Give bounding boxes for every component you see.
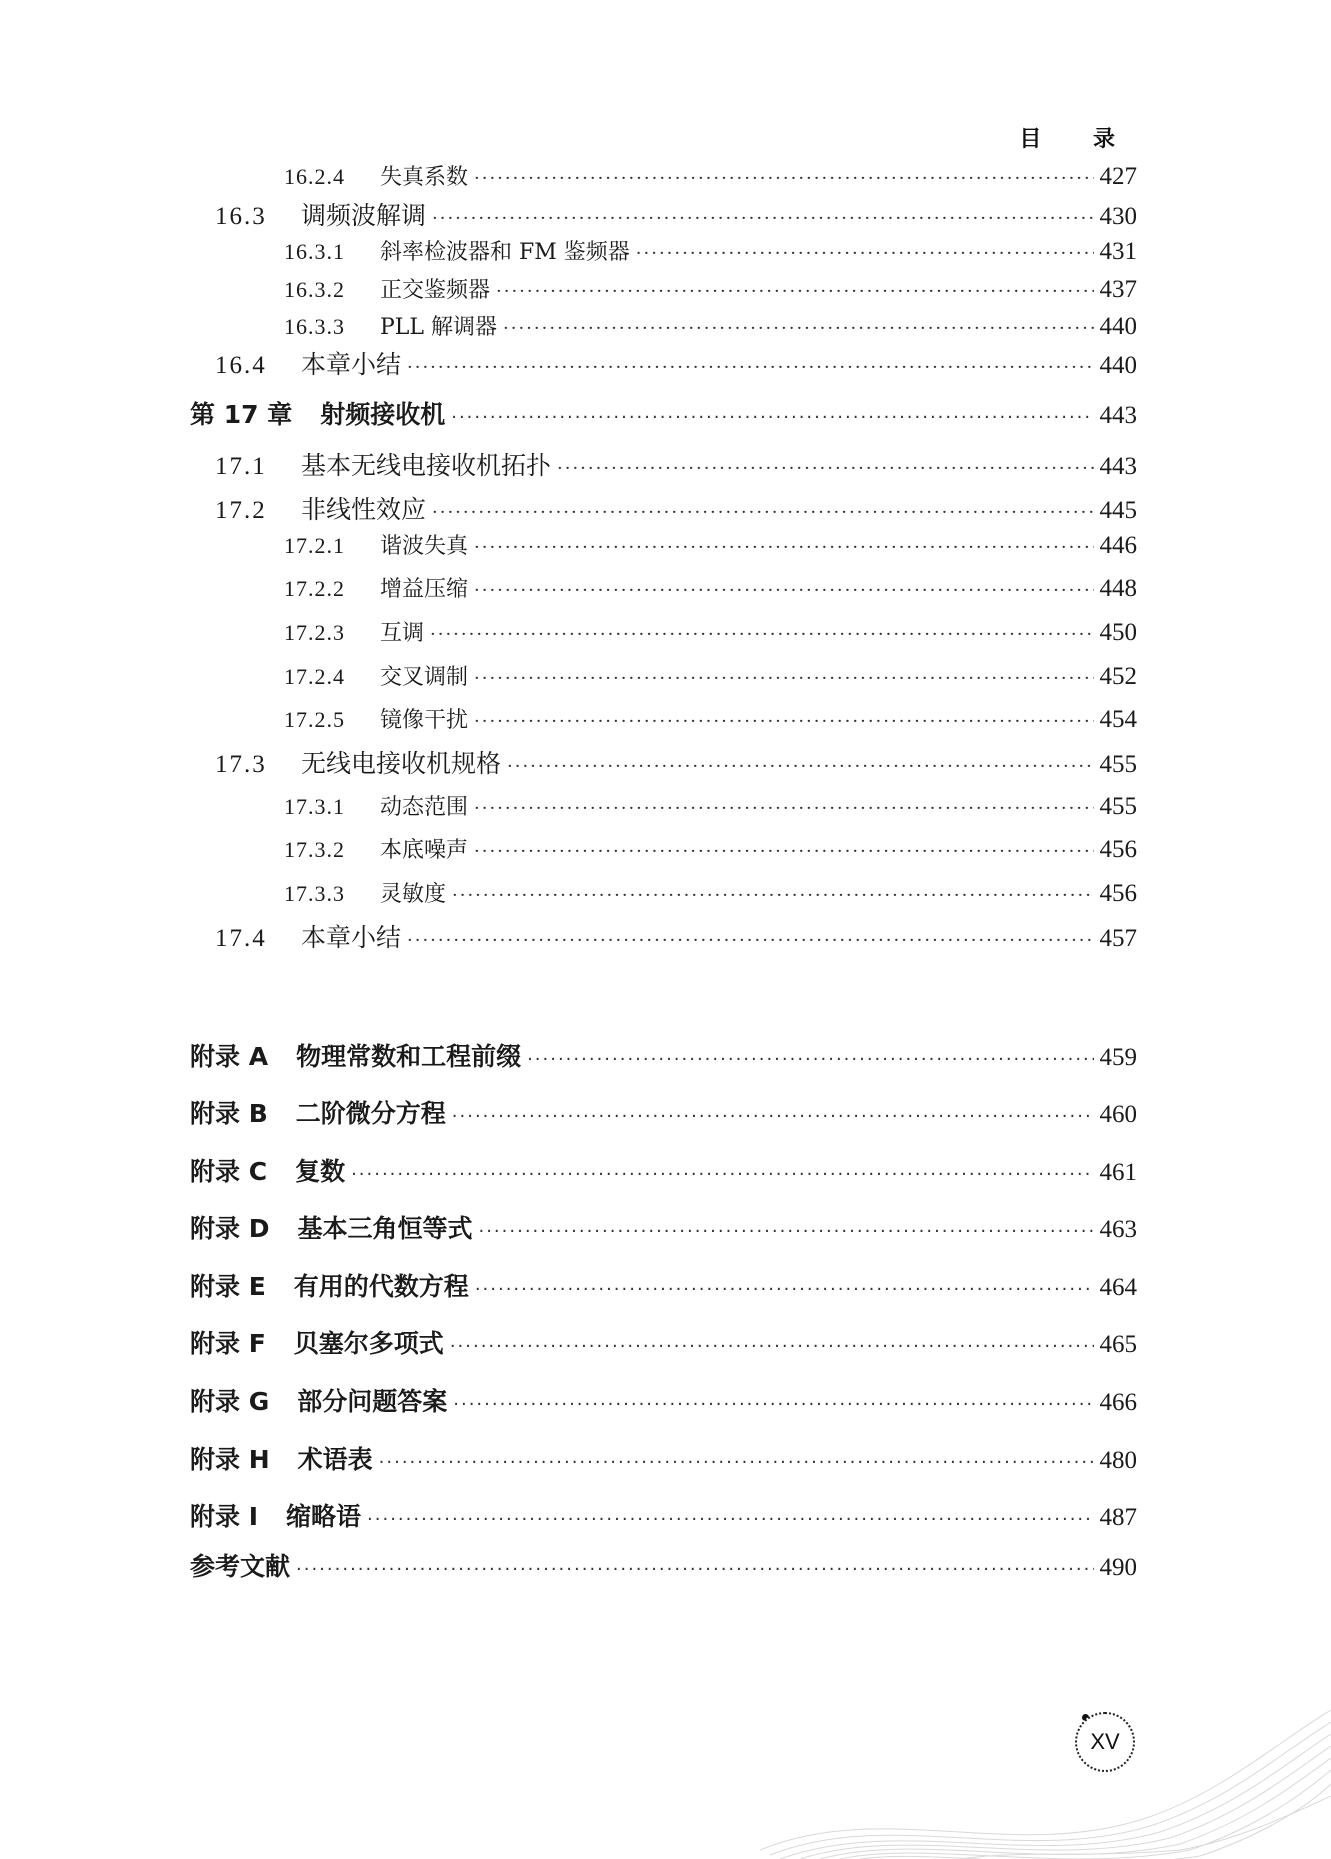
toc-entry-page: 459 (1099, 1044, 1137, 1071)
toc-leader-dots (432, 502, 1093, 523)
toc-leader-dots (474, 668, 1093, 689)
toc-entry-number: 附录 D (190, 1214, 270, 1243)
toc-entry-page: 443 (1099, 402, 1137, 429)
toc-entry-number: 17.4 (215, 925, 267, 952)
toc-leader-dots (407, 357, 1093, 378)
toc-entry[interactable] (284, 833, 1137, 864)
toc-entry-title: 基本三角恒等式 (297, 1214, 473, 1243)
toc-entry-page: 443 (1099, 453, 1137, 480)
toc-entry-page: 440 (1099, 313, 1137, 340)
toc-entry[interactable] (215, 918, 1137, 954)
toc-entry-page: 465 (1099, 1331, 1137, 1358)
toc-entry[interactable] (284, 273, 1137, 304)
toc-entry-page: 466 (1099, 1389, 1137, 1416)
toc-entry-page: 463 (1099, 1216, 1137, 1243)
toc-entry-number: 17.1 (215, 453, 267, 480)
toc-entry-title: 灵敏度 (380, 882, 447, 907)
toc-entry-title: 贝塞尔多项式 (293, 1329, 444, 1358)
toc-leader-dots (452, 885, 1093, 906)
toc-entry-page: 456 (1099, 880, 1137, 907)
toc-entry-title: 调频波解调 (301, 201, 427, 230)
toc-entry-page: 430 (1099, 203, 1137, 230)
toc-leader-dots (379, 1452, 1094, 1473)
toc-leader-dots (496, 281, 1093, 302)
toc-leader-dots (296, 1559, 1093, 1580)
toc-entry-number: 附录 I (190, 1502, 259, 1531)
toc-entry-title: 动态范围 (380, 795, 469, 820)
toc-entry-title: 非线性效应 (301, 495, 427, 524)
toc-entry[interactable] (284, 235, 1137, 266)
toc-entry-number: 17.2.1 (284, 533, 345, 558)
toc-appendix-entry[interactable] (190, 1267, 1137, 1303)
toc-entry-page: 455 (1099, 751, 1137, 778)
toc-leader-dots (407, 930, 1093, 951)
toc-entry-number: 附录 E (190, 1272, 266, 1301)
toc-appendix-entry[interactable] (190, 1037, 1137, 1073)
toc-entry-title: 互调 (380, 621, 425, 646)
toc-entry-title: 无线电接收机规格 (301, 749, 502, 778)
toc-entry-number: 第 17 章 (190, 400, 293, 429)
toc-appendix-entry[interactable] (190, 1497, 1137, 1533)
toc-appendix-entry[interactable] (190, 1094, 1137, 1130)
toc-entry-title: 谐波失真 (380, 534, 469, 559)
toc-entry-title: 复数 (295, 1157, 346, 1186)
toc-entry-number: 附录 B (190, 1099, 268, 1128)
toc-entry-title: 参考文献 (190, 1552, 291, 1581)
toc-leader-dots (474, 841, 1093, 862)
toc-entry-title: 失真系数 (380, 165, 469, 190)
toc-entry[interactable] (284, 160, 1137, 191)
toc-entry-title: 本底噪声 (380, 838, 469, 863)
toc-entry-title: 本章小结 (301, 350, 402, 379)
toc-entry-page: 455 (1099, 793, 1137, 820)
toc-entry[interactable] (284, 877, 1137, 908)
toc-entry-title: 缩略语 (286, 1502, 362, 1531)
toc-entry-number: 16.3.3 (284, 314, 345, 339)
toc-entry[interactable] (284, 660, 1137, 691)
toc-entry[interactable] (215, 446, 1137, 482)
toc-entry-number: 附录 F (190, 1329, 266, 1358)
toc-entry-page: 456 (1099, 836, 1137, 863)
toc-entry-number: 17.2.4 (284, 664, 345, 689)
toc-entry-page: 427 (1099, 163, 1137, 190)
toc-leader-dots (636, 243, 1094, 264)
toc-entry-page: 454 (1099, 706, 1137, 733)
toc-leader-dots (527, 1049, 1093, 1070)
toc-leader-dots (474, 537, 1093, 558)
toc-entry-number: 17.2 (215, 497, 267, 524)
toc-leader-dots (453, 1394, 1093, 1415)
toc-leader-dots (451, 407, 1093, 428)
toc-leader-dots (452, 1106, 1094, 1127)
toc-entry-title: 本章小结 (301, 923, 402, 952)
toc-entry[interactable] (284, 703, 1137, 734)
toc-entry-number: 16.3.1 (284, 239, 345, 264)
toc-leader-dots (474, 580, 1093, 601)
toc-entry-title: 镜像干扰 (380, 708, 469, 733)
toc-entry-number: 16.2.4 (284, 164, 345, 189)
toc-entry-title: 有用的代数方程 (293, 1272, 469, 1301)
toc-leader-dots (367, 1509, 1093, 1530)
toc-leader-dots (351, 1164, 1093, 1185)
toc-leader-dots (474, 711, 1093, 732)
toc-entry-number: 附录 A (190, 1042, 269, 1071)
toc-appendix-entry[interactable] (190, 1209, 1137, 1245)
toc-entry-number: 17.3.1 (284, 794, 345, 819)
toc-appendix-entry[interactable] (190, 1382, 1137, 1418)
toc-leader-dots (474, 168, 1093, 189)
toc-entry-number: 16.3.2 (284, 277, 345, 302)
toc-entry-title: 增益压缩 (380, 577, 469, 602)
toc-entry-page: 431 (1099, 238, 1137, 265)
toc-entry-page: 448 (1099, 575, 1137, 602)
toc-entry-page: 437 (1099, 276, 1137, 303)
toc-entry-number: 17.2.2 (284, 576, 345, 601)
toc-entry-title: 术语表 (297, 1445, 373, 1474)
toc-entry-page: 446 (1099, 532, 1137, 559)
toc-references-entry[interactable] (190, 1547, 1137, 1583)
toc-entry-title: 交叉调制 (380, 665, 469, 690)
toc-entry-title: 物理常数和工程前缀 (296, 1042, 522, 1071)
toc-entry-page: 490 (1099, 1554, 1137, 1581)
toc-leader-dots (507, 756, 1093, 777)
toc-entry-title: 基本无线电接收机拓扑 (301, 451, 552, 480)
toc-leader-dots (557, 458, 1093, 479)
toc-entry-page: 480 (1099, 1447, 1137, 1474)
page-header-title: 目 录 (1019, 127, 1137, 152)
toc-leader-dots (503, 318, 1093, 339)
toc-appendix-entry[interactable] (190, 1152, 1137, 1188)
toc-chapter-entry[interactable] (190, 395, 1137, 431)
toc-entry-number: 17.2.3 (284, 620, 345, 645)
toc-entry-page: 461 (1099, 1159, 1137, 1186)
toc-entry[interactable] (284, 310, 1137, 341)
toc-entry[interactable] (284, 572, 1137, 603)
toc-leader-dots (450, 1336, 1094, 1357)
toc-entry-number: 17.3.2 (284, 837, 345, 862)
toc-leader-dots (478, 1221, 1093, 1242)
toc-leader-dots (432, 208, 1093, 229)
toc-entry-number: 16.4 (215, 352, 267, 379)
toc-appendix-entry[interactable] (190, 1440, 1137, 1476)
toc-entry-title: 斜率检波器和 FM 鉴频器 (380, 240, 630, 265)
toc-entry[interactable] (215, 345, 1137, 381)
toc-leader-dots (475, 1279, 1094, 1300)
toc-entry-number: 附录 G (190, 1387, 270, 1416)
toc-entry-page: 460 (1099, 1101, 1137, 1128)
toc-entry[interactable] (284, 529, 1137, 560)
toc-entry-number: 16.3 (215, 203, 267, 230)
toc-entry-number: 17.2.5 (284, 707, 345, 732)
decorative-wave-lines (760, 1700, 1331, 1859)
toc-entry[interactable] (284, 616, 1137, 647)
toc-entry-page: 445 (1099, 497, 1137, 524)
toc-entry-number: 附录 H (190, 1445, 270, 1474)
toc-entry[interactable] (215, 744, 1137, 780)
toc-entry[interactable] (215, 490, 1137, 526)
toc-entry-page: 487 (1099, 1504, 1137, 1531)
toc-entry-title: PLL 解调器 (380, 315, 498, 340)
toc-entry-page: 457 (1099, 925, 1137, 952)
toc-entry-number: 17.3 (215, 751, 267, 778)
toc-entry-title: 射频接收机 (320, 400, 446, 429)
toc-appendix-entry[interactable] (190, 1324, 1137, 1360)
toc-entry-page: 464 (1099, 1274, 1137, 1301)
toc-entry[interactable] (284, 790, 1137, 821)
toc-entry-number: 附录 C (190, 1157, 268, 1186)
toc-entry-title: 二阶微分方程 (295, 1099, 446, 1128)
toc-leader-dots (474, 798, 1093, 819)
toc-entry-page: 440 (1099, 352, 1137, 379)
page-number: XV (1075, 1712, 1135, 1772)
toc-entry-number: 17.3.3 (284, 881, 345, 906)
toc-entry-title: 正交鉴频器 (380, 278, 491, 303)
toc-entry-title: 部分问题答案 (297, 1387, 448, 1416)
toc-leader-dots (430, 624, 1093, 645)
toc-entry-page: 450 (1099, 619, 1137, 646)
toc-entry[interactable] (215, 196, 1137, 232)
toc-entry-page: 452 (1099, 663, 1137, 690)
